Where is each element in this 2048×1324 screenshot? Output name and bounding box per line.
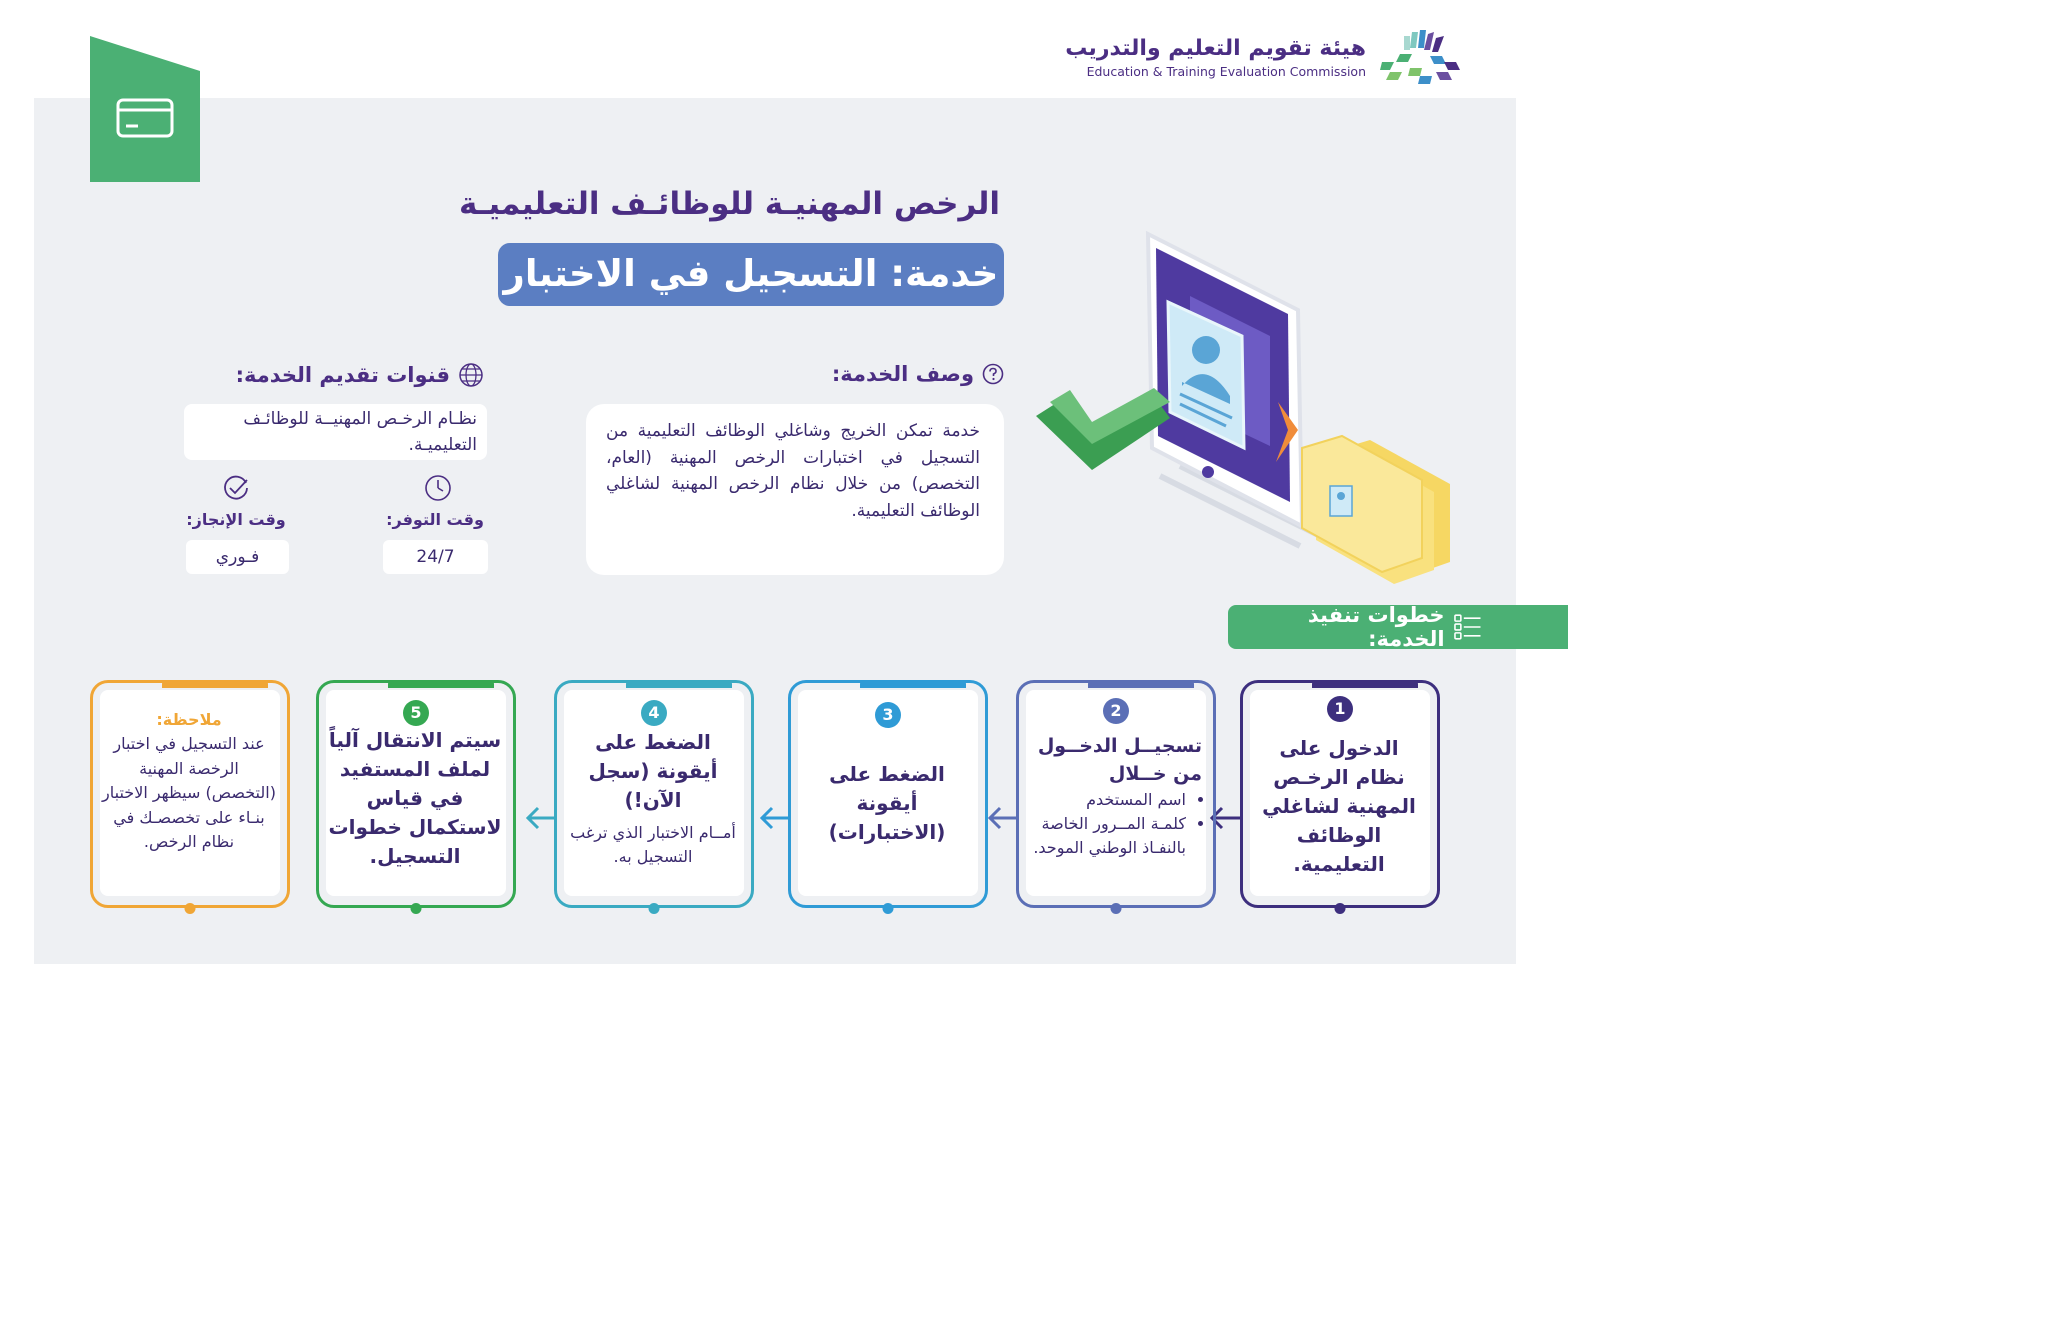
channels-heading-label: قنوات تقديم الخدمة: <box>235 363 450 387</box>
globe-www-icon <box>458 362 484 388</box>
arrow-left-icon <box>986 800 1020 834</box>
service-title-banner: خدمة: التسجيل في الاختبار <box>498 243 1004 306</box>
step-card-2 <box>1016 680 1216 908</box>
availability-label: وقت التوفر: <box>386 510 484 529</box>
steps-heading-bar <box>1228 605 1568 649</box>
completion-value: فـوري <box>186 540 289 574</box>
step-number: 5 <box>403 700 429 726</box>
availability-value: 24/7 <box>383 540 488 574</box>
header-logo <box>1065 28 1460 88</box>
step-title: الدخول على نظام الرخـص المهنية لشاغلي الوظائف التعليمية. <box>1262 736 1416 876</box>
step-card-5 <box>316 680 516 908</box>
step-bullet: • اسم المستخدم <box>1028 788 1186 812</box>
step-title: الضغط على أيقونة (سجل الآن!) <box>588 730 718 812</box>
completion-label: وقت الإنجاز: <box>186 510 286 529</box>
org-name-english: Education & Training Evaluation Commission <box>1086 64 1366 79</box>
logo-text <box>1065 35 1366 81</box>
description-text: خدمة تمكن الخريج وشاغلي الوظائف التعليمية من التسجيل في اختبارات الرخص المهنية (العام، التخصص) من خلال نظام الرخص المهنية لشاغلي الوظائف التعليمية. <box>586 404 1004 575</box>
question-circle-icon <box>982 363 1004 385</box>
etec-logo-icon <box>1380 28 1460 88</box>
step-card-1 <box>1240 680 1440 908</box>
id-card-icon <box>116 98 174 138</box>
step-number: 4 <box>641 700 667 726</box>
step-number: 1 <box>1327 696 1353 722</box>
description-heading <box>832 362 1004 386</box>
step-subtitle: أمــام الاختبار الذي ترغب التسجيل به. <box>570 823 736 866</box>
org-name-arabic: هيئة تقويم التعليم والتدريب <box>1065 36 1366 61</box>
clock-icon <box>424 474 452 502</box>
step-number: 2 <box>1103 698 1129 724</box>
step-card-4 <box>554 680 754 908</box>
step-number: 3 <box>875 702 901 728</box>
step-title: تسجيــل الدخــول من خــلال <box>1037 735 1202 785</box>
step-card-3 <box>788 680 988 908</box>
description-heading-label: وصف الخدمة: <box>831 362 974 386</box>
tablet-registration-illustration <box>1030 226 1460 606</box>
page-title: الرخص المهنيـة للوظائـف التعليميـة <box>458 186 1000 222</box>
arrow-left-icon <box>758 800 792 834</box>
steps-heading-label: خطوات تنفيذ الخدمة: <box>1307 603 1445 651</box>
channels-text: نظـام الرخـص المهنيــة للوظائـف التعليميـة. <box>184 404 487 460</box>
step-title: سيتم الانتقال آلياً لملف المستفيد في قياس لاستكمال خطوات التسجيل. <box>328 728 502 868</box>
step-bullet: • كلمـة المــرور الخاصة بالنفـاذ الوطني الموحد. <box>1028 812 1186 860</box>
note-text: عند التسجيل في اختبار الرخصة المهنية (التخصص) سيظهر الاختبار بنـاء على تخصصـك في نظام الرخص. <box>102 734 276 851</box>
steps-list-icon <box>1453 611 1484 643</box>
check-circle-icon <box>222 474 250 502</box>
step-bullets <box>1028 788 1202 860</box>
note-card <box>90 680 290 908</box>
channels-heading <box>236 362 484 388</box>
arrow-left-icon <box>524 800 558 834</box>
step-title: الضغط على أيقونة (الاختبارات) <box>828 762 946 844</box>
note-heading: ملاحظة: <box>156 710 222 729</box>
